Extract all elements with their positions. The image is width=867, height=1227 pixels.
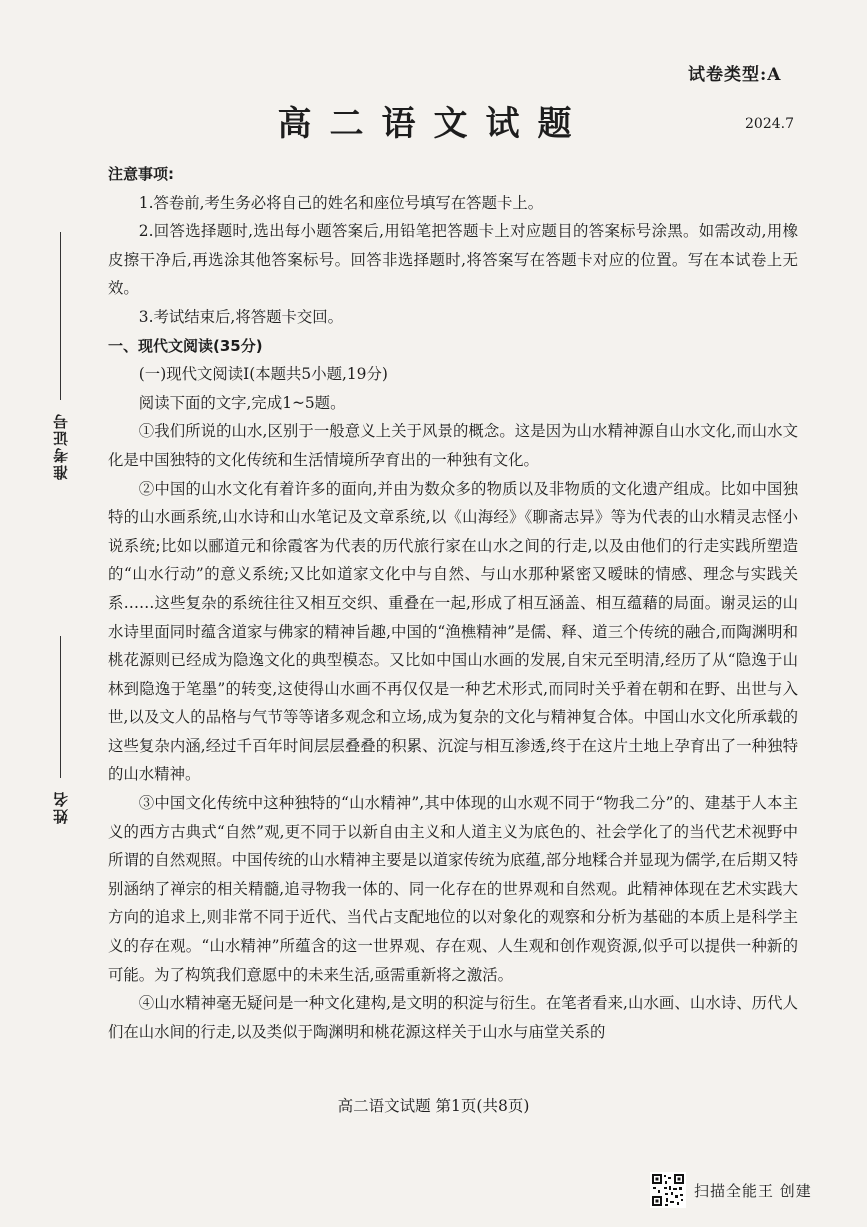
exam-content: [108, 160, 798, 1046]
notice-item-2: 2.回答选择题时,选出每小题答案后,用铅笔把答题卡上对应题目的答案标号涂黑。如需改动,用橡皮擦干净后,再选涂其他答案标号。回答非选择题时,将答案写在答题卡对应的位置。写在本试卷上无效。: [108, 222, 798, 298]
page-title: 高二语文试题: [277, 104, 590, 144]
sub-section-heading: (一)现代文阅读Ⅰ(本题共5小题,19分): [138, 365, 388, 384]
passage-paragraph-3: ③中国文化传统中这种独特的“山水精神”,其中体现的山水观不同于“物我二分”的、建基于人本主义的西方古典式“自然”观,更不同于以新自由主义和人道主义为底色的、社会学化了的当代艺术视野中所谓的自然观照。中国传统的山水精神主要是以道家传统为底蕴,部分地糅合并显现为儒学,在后期又特别涵纳了禅宗的相关精髓,追寻物我一体的、同一化存在的世界观和自然观。此精神体现在艺术实践大方向的追求上,则非常不同于近代、当代占支配地位的以对象化的观察和分析为基础的本质上是科学主义的存在观。“山水精神”所蕴含的这一世界观、存在观、人生观和创作观资源,似乎可以提供一种新的可能。为了构筑我们意愿中的未来生活,亟需重新将之激活。: [108, 794, 798, 984]
qr-code-icon: [650, 1172, 686, 1208]
notice-heading: 注意事项:: [108, 165, 174, 183]
exam-date: 2024.7: [745, 116, 794, 132]
name-line: [60, 636, 61, 778]
notice-item-1: 1.答卷前,考生务必将自己的姓名和座位号填写在答题卡上。: [138, 193, 544, 212]
section-heading: 一、现代文阅读(35分): [108, 336, 263, 355]
passage-paragraph-4: ④山水精神毫无疑问是一种文化建构,是文明的积淀与衍生。在笔者看来,山水画、山水诗、历代人们在山水间的行走,以及类似于陶渊明和桃花源这样关于山水与庙堂关系的: [108, 994, 798, 1041]
passage-paragraph-2: ②中国的山水文化有着许多的面向,并由为数众多的物质以及非物质的文化遗产组成。比如中国独特的山水画系统,山水诗和山水笔记及文章系统,以《山海经》《聊斋志异》等为代表的山水精灵志怪小说系统;比如以郦道元和徐霞客为代表的历代旅行家在山水之间的行走,以及由他们的行走实践所塑造的“山水行动”的意义系统;又比如道家文化中与自然、与山水那种紧密又暧昧的情感、理念与实践关系……这些复杂的系统往往又相互交织、重叠在一起,形成了相互涵盖、相互蕴藉的局面。谢灵运的山水诗里面同时蕴含道家与佛家的精神旨趣,中国的“渔樵精神”是儒、释、道三个传统的融合,而陶渊明和桃花源则已经成为隐逸文化的典型模态。又比如中国山水画的发展,自宋元至明清,经历了从“隐逸于山林到隐逸于笔墨”的转变,这使得山水画不再仅仅是一种艺术形式,而同时关乎着在朝和在野、出世与入世,以及文人的品格与气节等等诸多观念和立场,成为复杂的文化与精神复合体。中国山水文化所承载的这些复杂内涵,经过千百年时间层层叠叠的积累、沉淀与相互渗透,终于在这片土地上孕育出了一种独特的山水精神。: [108, 479, 798, 784]
exam-id-line: [60, 232, 61, 400]
scanner-watermark-text: 扫描全能王 创建: [694, 1181, 812, 1200]
page-footer: 高二语文试题 第1页(共8页): [337, 1097, 530, 1115]
passage-paragraph-1: ①我们所说的山水,区别于一般意义上关于风景的概念。这是因为山水精神源自山水文化,而山水文化是中国独特的文化传统和生活情境所孕育出的一种独有文化。: [108, 422, 798, 469]
exam-type-label: 试卷类型:A: [688, 65, 782, 85]
scanner-watermark: [650, 1172, 812, 1208]
notice-item-3: 3.考试结束后,将答题卡交回。: [138, 307, 344, 326]
exam-id-label: 准考证号: [52, 412, 70, 480]
reading-instruction: 阅读下面的文字,完成1~5题。: [138, 393, 346, 412]
name-label: 姓名: [52, 790, 70, 824]
